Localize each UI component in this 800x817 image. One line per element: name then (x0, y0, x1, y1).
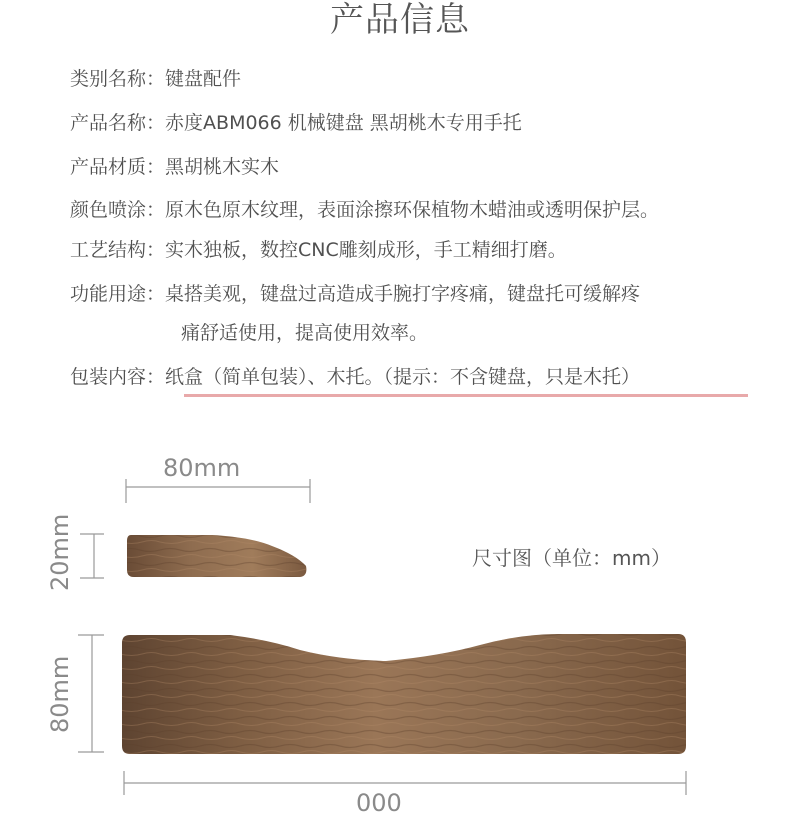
spec-value: 黑胡桃木实木 (165, 156, 280, 178)
spec-colon: ： (146, 366, 166, 388)
dimension-label-width-side: 80mm (163, 454, 241, 482)
spec-colon: ： (146, 156, 166, 178)
dimension-label-length-bottom: 000 (356, 789, 402, 817)
dimension-line-width-side (126, 479, 310, 503)
spec-label: 产品材质 (70, 156, 147, 178)
spec-colon: ： (146, 199, 166, 221)
spec-label: 产品名称 (70, 112, 147, 134)
dimension-line-length-bottom (124, 771, 686, 795)
spec-value: 实木独板，数控CNC雕刻成形，手工精细打磨。 (165, 239, 567, 261)
spec-value: 纸盒（简单包装）、木托。（提示：不含键盘，只是木托） (165, 366, 641, 388)
spec-value: 原木色原木纹理，表面涂擦环保植物木蜡油或透明保护层。 (165, 199, 660, 221)
spec-value-continuation: 痛舒适使用，提高使用效率。 (181, 322, 429, 344)
spec-value: 桌搭美观，键盘过高造成手腕打字疼痛，键盘托可缓解疼 (165, 283, 641, 305)
spec-colon: ： (146, 239, 166, 261)
spec-label: 包装内容 (70, 366, 147, 388)
spec-colon: ： (146, 283, 166, 305)
spec-label: 功能用途 (70, 283, 147, 305)
wrist-rest-side-view (127, 535, 306, 577)
spec-label: 工艺结构 (70, 239, 147, 261)
diagram-caption: 尺寸图（单位：mm） (472, 546, 671, 570)
spec-value: 赤度ABM066 机械键盘 黑胡桃木专用手托 (165, 112, 522, 134)
spec-colon: ： (146, 68, 166, 90)
dimension-label-height-side: 20mm (46, 513, 74, 591)
dimension-label-depth-top: 80mm (46, 655, 74, 733)
wrist-rest-top-view (122, 634, 686, 754)
dimension-line-depth-top (78, 635, 104, 752)
spec-label: 类别名称 (70, 68, 147, 90)
spec-colon: ： (146, 112, 166, 134)
spec-label: 颜色喷涂 (70, 199, 147, 221)
page-title: 产品信息 (330, 0, 470, 40)
spec-value: 键盘配件 (165, 68, 242, 90)
dimension-line-height-side (80, 534, 104, 578)
